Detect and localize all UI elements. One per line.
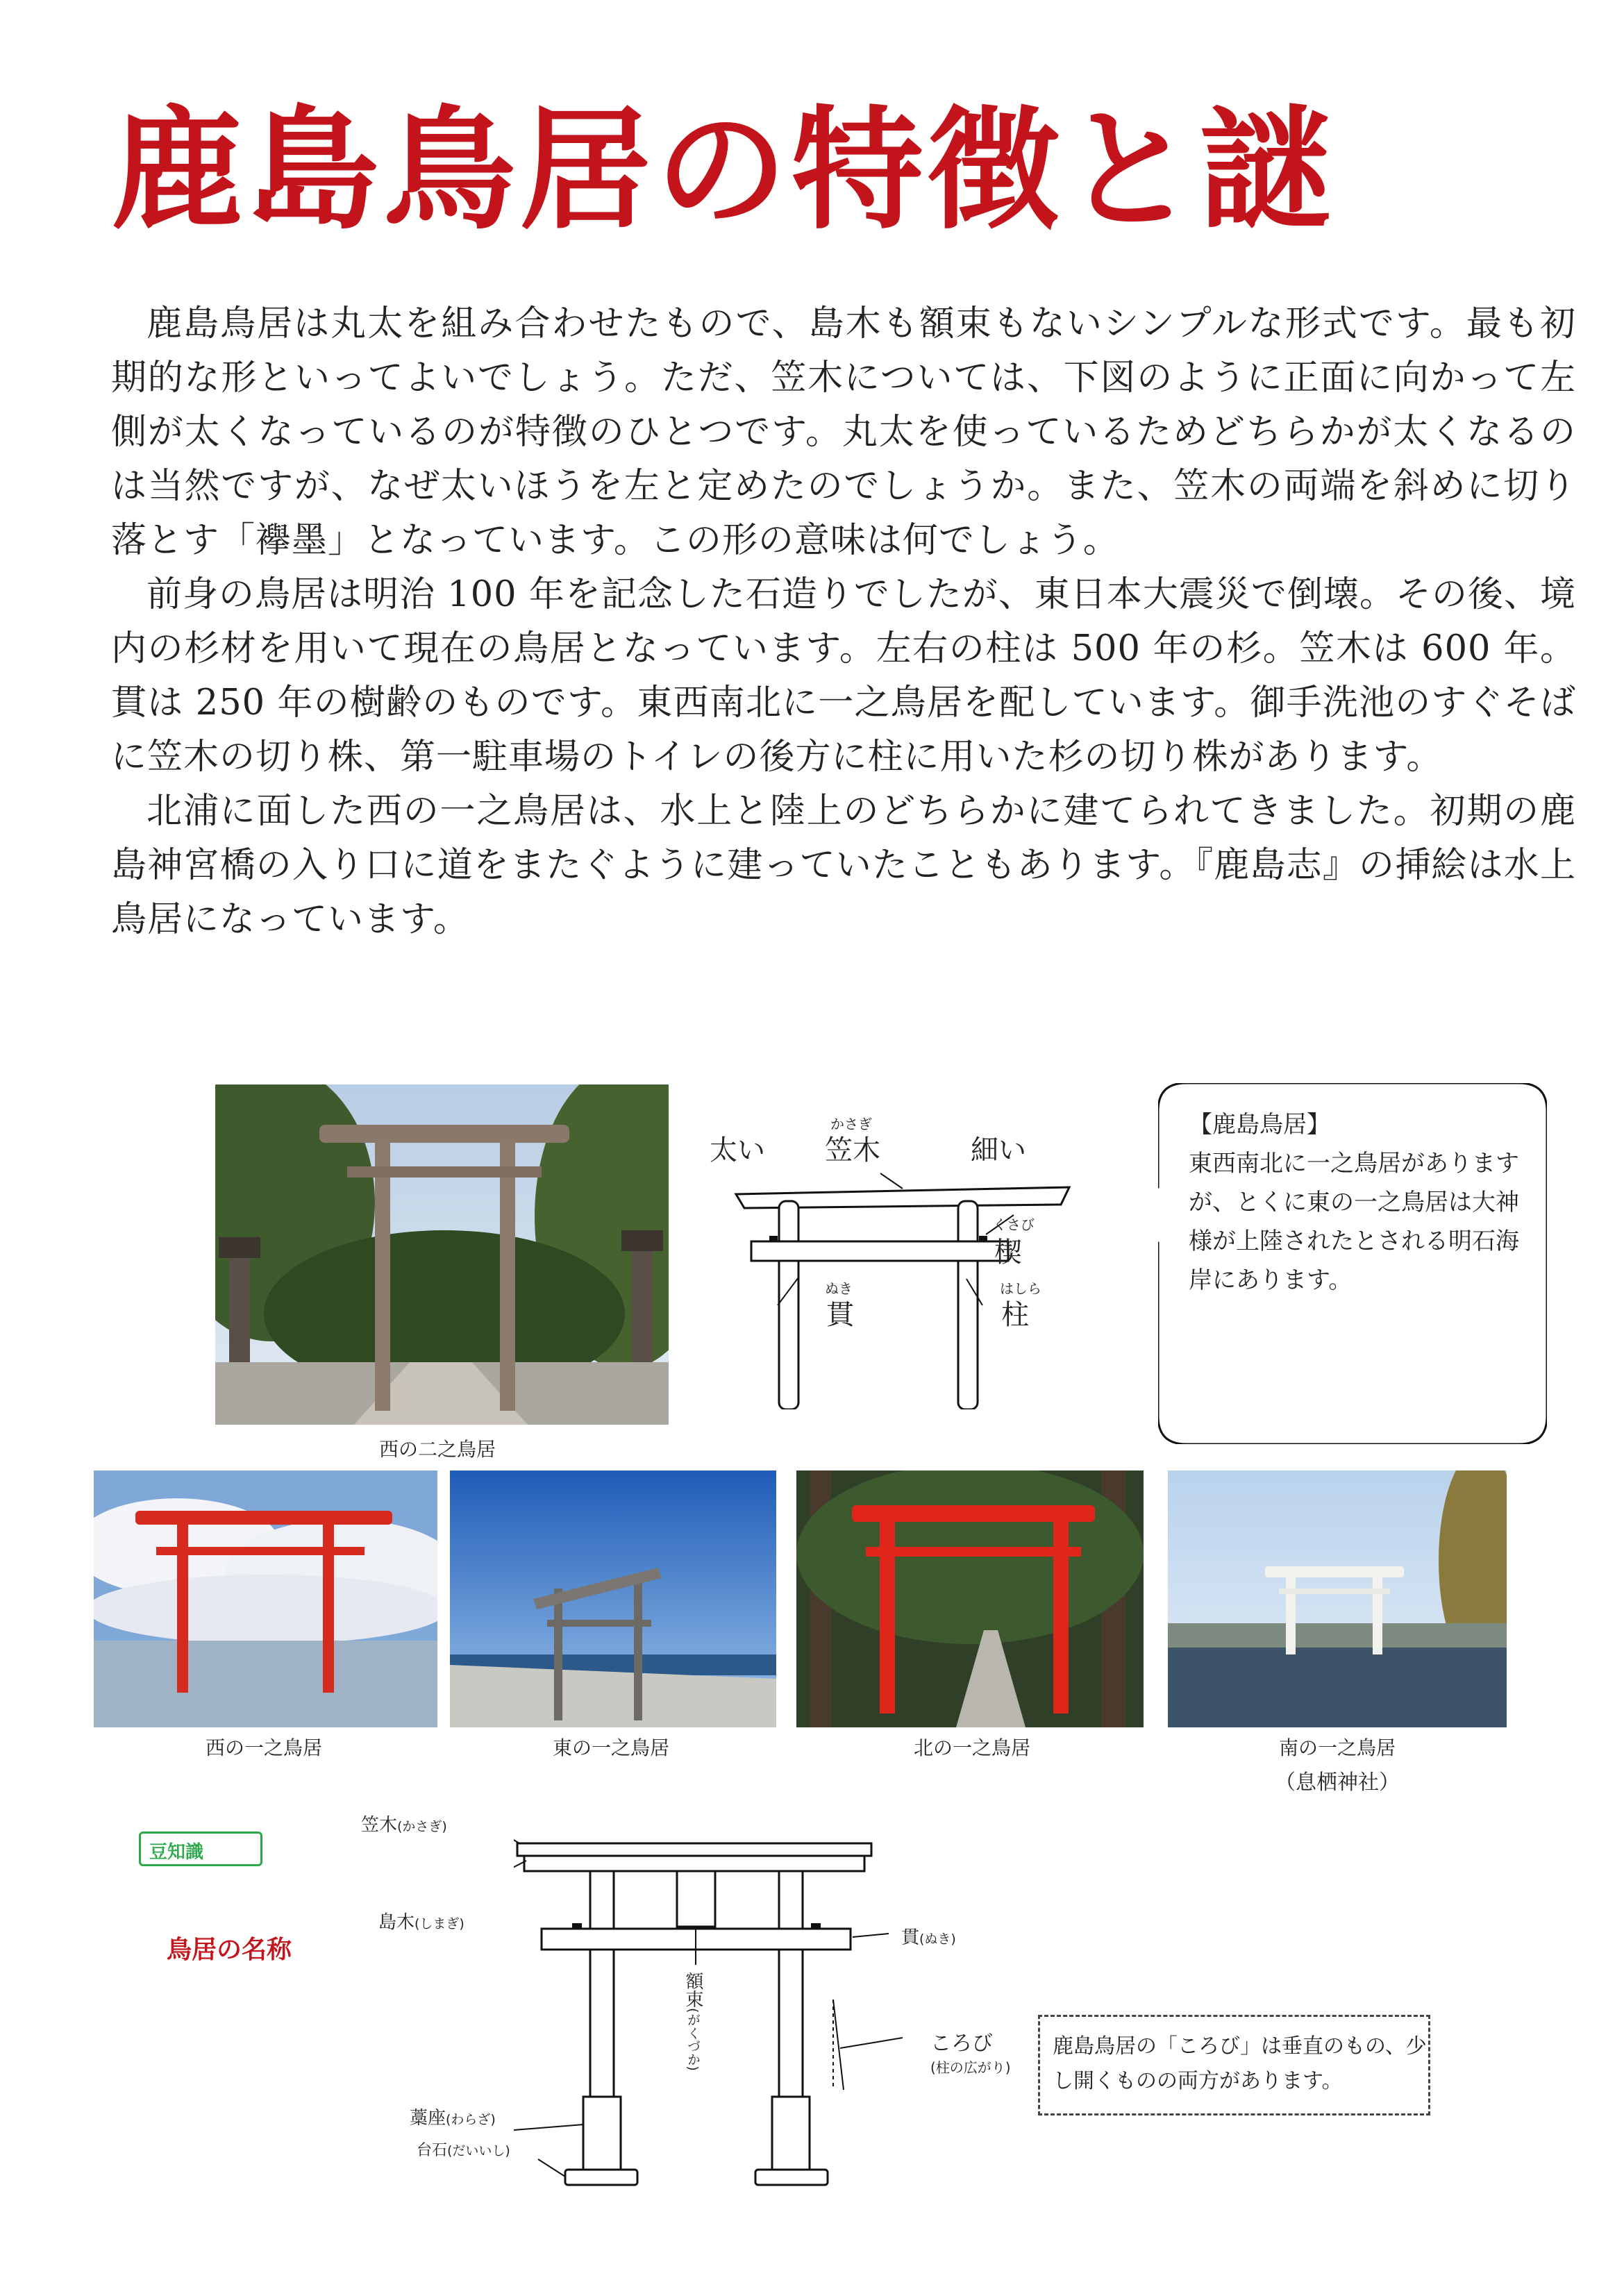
label-nuki-ruby: ぬき: [825, 1280, 853, 1297]
korobi-note-box: 鹿島鳥居の「ころび」は垂直のもの、少し開くものの両方があります。: [1038, 2015, 1430, 2115]
photo-south-first-torii-image: [1168, 1470, 1507, 1727]
label-nuki-part: [901, 1923, 956, 1949]
caption-east-first-torii: 東の一之鳥居: [552, 1736, 669, 1759]
caption-south-first-torii: 南の一之鳥居: [1278, 1736, 1396, 1759]
bubble-body: 東西南北に一之鳥居がありますが、とくに東の一之鳥居は大神様が上陸されたとされる明石海岸にあります。: [1189, 1150, 1519, 1294]
label-thick: 太い: [710, 1134, 765, 1166]
gakuzuka-ruby: (がくづか): [685, 2008, 701, 2071]
gakuzuka-text: 額束: [683, 1972, 703, 2008]
kasagi-text: 笠木: [361, 1815, 398, 1836]
label-hashira-ruby: はしら: [1000, 1280, 1041, 1297]
label-warasa-part: [410, 2104, 496, 2129]
bubble-heading: 【鹿島鳥居】: [1189, 1111, 1330, 1139]
trivia-tag: 豆知識: [139, 1832, 262, 1866]
bubble-text: [1189, 1105, 1529, 1300]
daiishi-ruby: (だいいし): [447, 2143, 510, 2159]
label-kasagi: 笠木: [825, 1134, 880, 1166]
caption-west-second-torii: 西の二之鳥居: [378, 1438, 496, 1461]
label-daiishi-part: [417, 2138, 510, 2160]
label-kasagi-ruby: かさぎ: [830, 1116, 872, 1132]
label-kusabi: 楔: [994, 1237, 1022, 1268]
caption-north-first-torii: 北の一之鳥居: [913, 1736, 1030, 1759]
paragraph-1: 鹿島鳥居は丸太を組み合わせたもので、島木も額束もないシンプルな形式です。最も初期的な形といってよいでしょう。ただ、笠木については、下図のように正面に向かって左側が太くなっているのが特徴のひとつです。丸太を使っているためどちらかが太くなるのは当然ですが、なぜ太いほうを左と定めたのでしょうか。また、笠木の両端を斜めに切り落とす「襷墨」となっています。この形の意味は何でしょう。: [111, 303, 1576, 561]
warasa-text: 藁座: [410, 2108, 446, 2129]
kashima-torii-diagram: [708, 1097, 1097, 1409]
photo-east-first-torii: [450, 1470, 776, 1727]
torii-parts-diagram: [514, 1826, 903, 2187]
photo-north-first-torii: [796, 1470, 1144, 1727]
photo-south-first-torii: [1168, 1470, 1507, 1727]
photo-west-second-torii: [215, 1084, 669, 1425]
daiishi-text: 台石: [417, 2142, 448, 2159]
photo-east-first-torii-image: [450, 1470, 776, 1727]
label-kusabi-ruby: くさび: [993, 1216, 1035, 1233]
label-shimagi-part: [378, 1908, 464, 1934]
kasagi-ruby: (かさぎ): [397, 1819, 447, 1834]
paragraph-2: 前身の鳥居は明治 100 年を記念した石造りでしたが、東日本大震災で倒壊。その後、境内の杉材を用いて現在の鳥居となっています。左右の柱は 500 年の杉。笠木は 600 年。貫は 250 年の樹齢のものです。東西南北に一之鳥居を配しています。御手洗池のすぐそばに笠木の切り株、第一駐車場のトイレの後方に柱に用いた杉の切り株があります。: [111, 574, 1576, 778]
label-kasagi-part: [361, 1811, 447, 1836]
shimagi-ruby: (しまぎ): [415, 1916, 464, 1932]
article-body: [111, 297, 1576, 947]
warasa-ruby: (わらざ): [446, 2112, 496, 2127]
label-hashira: 柱: [1001, 1299, 1029, 1331]
photo-north-first-torii-image: [796, 1470, 1144, 1727]
label-korobi-note: (柱の広がり): [930, 2059, 1011, 2076]
photo-west-first-torii-image: [94, 1470, 437, 1727]
photo-west-second-torii-image: [215, 1084, 669, 1425]
label-korobi-part: [930, 2026, 993, 2056]
nuki-ruby: (ぬき): [919, 1932, 956, 1947]
label-nuki: 貫: [826, 1299, 854, 1331]
page-title: 鹿島鳥居の特徴と謎: [111, 92, 1337, 247]
caption-west-first-torii: 西の一之鳥居: [205, 1736, 322, 1759]
caption-south-sub: （息栖神社）: [1275, 1770, 1400, 1795]
trivia-heading: 鳥居の名称: [167, 1935, 292, 1964]
label-thin: 細い: [971, 1134, 1026, 1166]
paragraph-3: 北浦に面した西の一之鳥居は、水上と陸上のどちらかに建てられてきました。初期の鹿島神宮橋の入り口に道をまたぐように建っていたこともあります。『鹿島志』の挿絵は水上鳥居になっています。: [111, 791, 1576, 940]
photo-west-first-torii: [94, 1470, 437, 1727]
shimagi-text: 島木: [378, 1912, 415, 1933]
korobi-text: ころび: [930, 2031, 993, 2056]
label-gakuzuka-part: [680, 1972, 706, 2071]
nuki-text: 貫: [901, 1927, 920, 1948]
